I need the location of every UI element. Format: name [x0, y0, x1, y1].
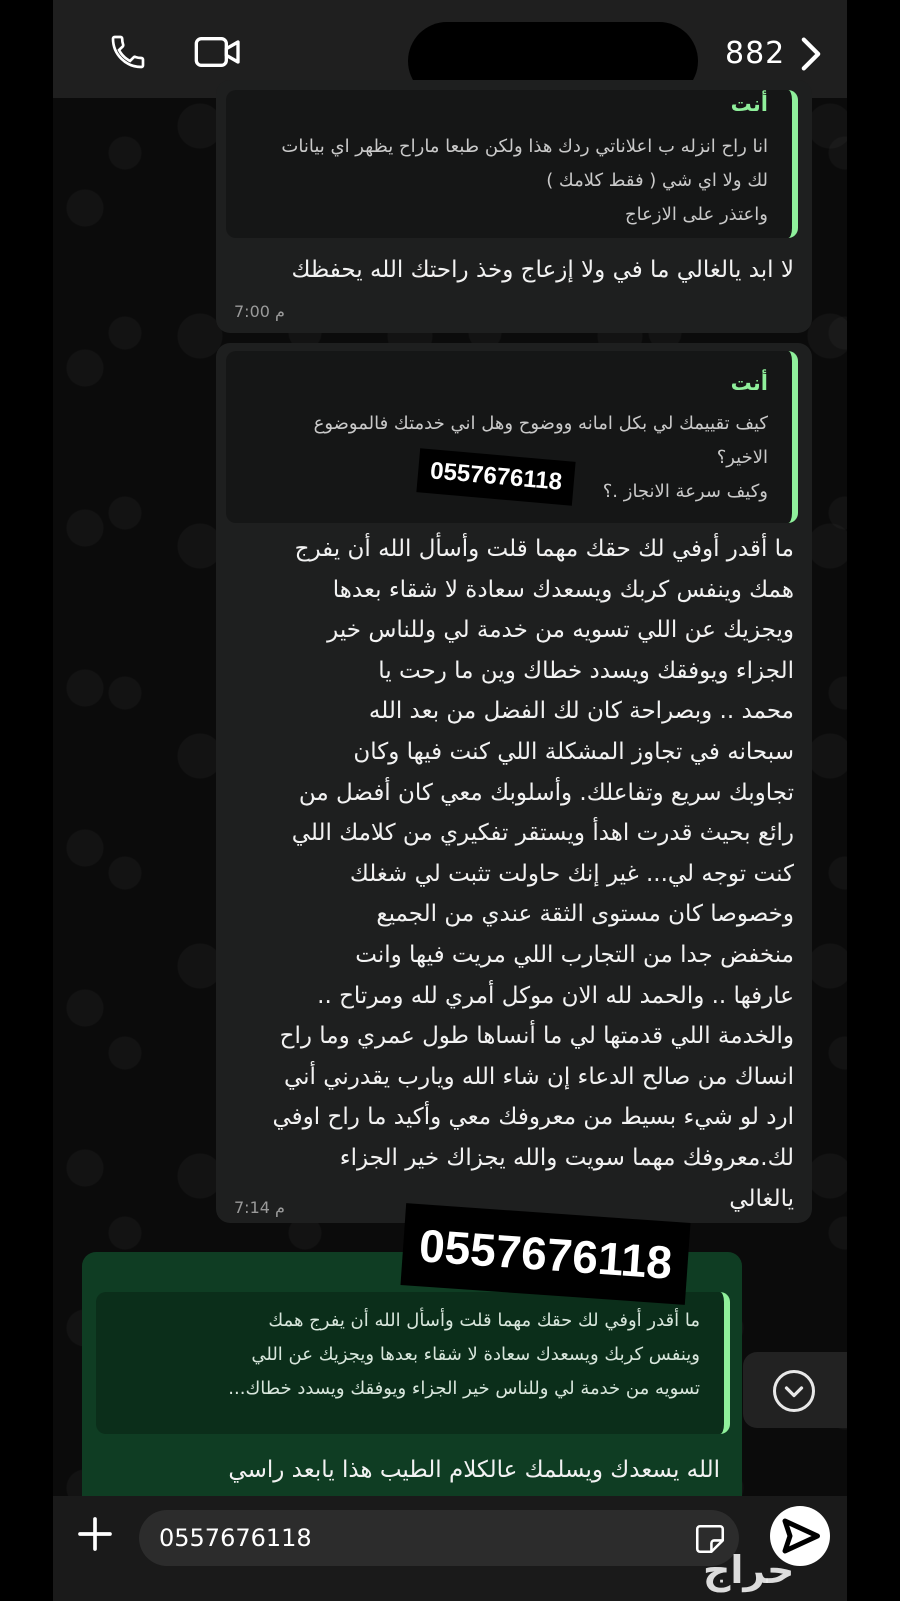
quote-text: انا راح انزله ب اعلاناتي ردك هذا ولكن طبعا ماراح يظهر اي بيانات لك ولا اي شي ( فقط كلامك ) واعتذر على الازعاج — [281, 136, 768, 225]
message-text: لا ابد يالغالي ما في ولا إزعاج وخذ راحتك الله يحفظك — [291, 257, 794, 283]
chevron-down-icon — [773, 1370, 815, 1412]
unread-count[interactable]: 882 — [725, 36, 786, 71]
message-time: 7:00 م — [234, 302, 285, 321]
message-text: ما أقدر أوفي لك حقك مهما قلت وأسأل الله أن يفرج همك وينفس كربك ويسعدك سعادة لا شقاء بعدها ويجزيك عن اللي تسويه من خدمة لي وللناس خير الجزاء ويوفقك ويسدد خطاك وين ما رحت يا محمد .. وبصراحة كان لك الفضل من بعد الله سبحانه في تجاوز المشكلة اللي كنت فيها وكان تجاوبك سريع وتفاعلك. وأسلوبك معي كان أفضل من رائع بحيث قدرت اهدأ ويستقر تفكيري من كلامك اللي كنت توجه لي... غير إنك حاولت تثبت لي شغلك وخصوصا كان مستوى الثقة عندي من الجميع منخفض جدا من التجارب اللي مريت فيها وانت عارفها .. والحمد لله الان موكل أمري لله ومرتاح .. والخدمة اللي قدمتها لي ما أنساها طول عمري وما راح انساك من صالح الدعاء إن شاء الله ويارب يقدرني أني ارد لو شيء بسيط من معروفك معي وأكيد ما راح اوفي لك.معروفك مهما سويت والله يجزاك خير الجزاء يالغالي — [272, 536, 794, 1212]
message-input[interactable] — [139, 1510, 739, 1566]
scroll-to-bottom-button[interactable] — [743, 1352, 847, 1428]
quote-text: ما أقدر أوفي لك حقك مهما قلت وأسأل الله أن يفرج همك وينفس كربك ويسعدك سعادة لا شقاء بعدها ويجزيك عن اللي تسويه من خدمة لي وللناس خير الجزاء ويوفقك ويسدد خطاك... — [228, 1310, 700, 1399]
quote-author: أنت — [730, 92, 768, 116]
watermark-logo: حراج — [703, 1548, 795, 1592]
phone-number-sticker: 0557676118 — [416, 448, 575, 505]
message-time: 7:14 م — [234, 1198, 285, 1217]
phone-icon[interactable] — [108, 32, 148, 72]
chat-screen — [53, 0, 847, 1601]
phone-number-sticker-large: 0557676118 — [400, 1203, 690, 1305]
video-call-icon[interactable] — [193, 32, 243, 72]
reply-quote[interactable] — [96, 1292, 730, 1434]
message-bubble[interactable] — [216, 80, 812, 333]
quote-text: كيف تقييمك لي بكل امانه ووضوح وهل اني خدمتك فالموضوع الاخير؟ وكيف سرعة الانجاز .؟ — [313, 413, 768, 502]
plus-icon[interactable] — [75, 1514, 115, 1554]
quote-author: أنت — [730, 371, 768, 395]
reply-quote[interactable] — [226, 90, 798, 238]
message-text: الله يسعدك ويسلمك عالكلام الطيب هذا يابعد راسي — [228, 1457, 720, 1483]
back-chevron-icon[interactable] — [798, 36, 824, 72]
